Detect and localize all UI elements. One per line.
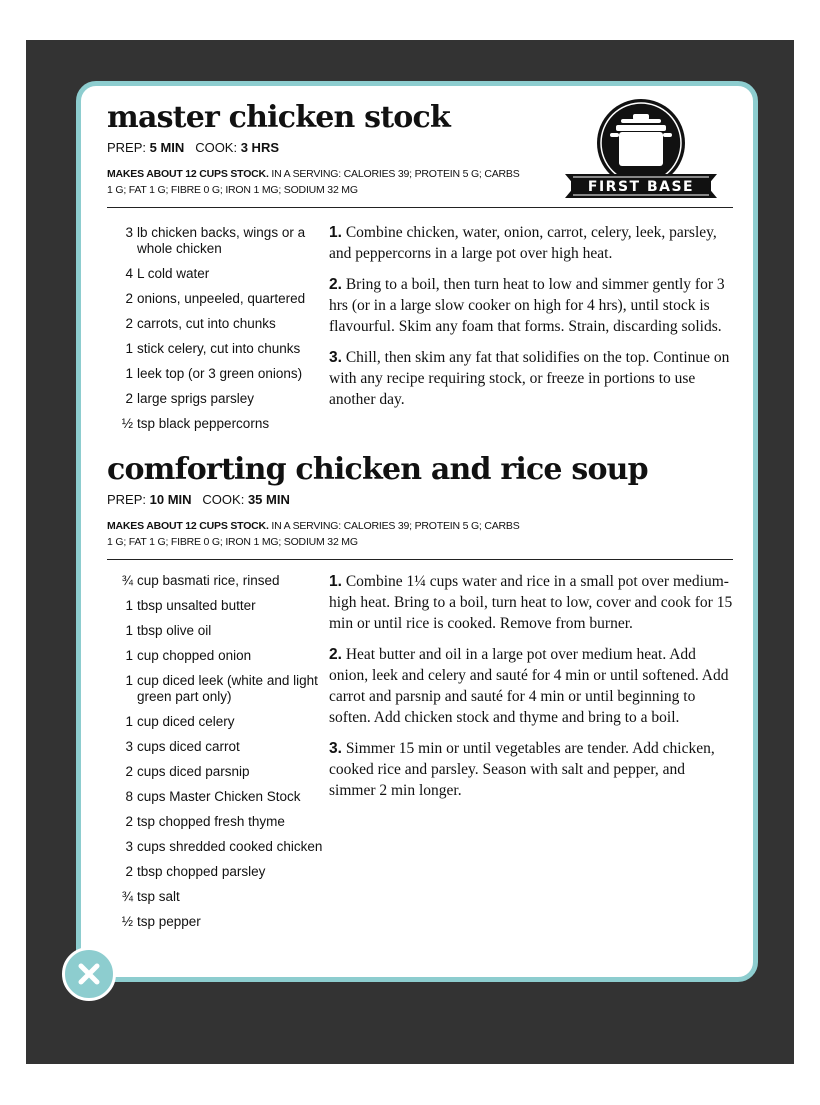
step-number: 3. bbox=[329, 740, 342, 757]
prep-label: PREP: bbox=[107, 492, 147, 507]
recipe-times bbox=[107, 140, 279, 155]
ingredient-qty: 1 bbox=[125, 598, 133, 613]
ingredient-qty: 4 bbox=[125, 266, 133, 281]
ingredient-qty: 3 bbox=[125, 839, 133, 854]
step-number: 1. bbox=[329, 573, 342, 590]
ingredient-text: tsp black peppercorns bbox=[137, 416, 270, 431]
ingredient-qty: ½ bbox=[121, 914, 133, 929]
method-step bbox=[329, 274, 733, 337]
ingredient-list bbox=[113, 225, 323, 441]
step-text: Combine 1¼ cups water and rice in a small pot over medium-high heat. Bring to a boil, turn heat to low, cover and cook for 15 min or until rice is cooked. Remove from burner. bbox=[329, 573, 733, 632]
ingredient-item bbox=[113, 889, 323, 905]
yield-text: MAKES ABOUT 12 CUPS STOCK. bbox=[107, 168, 269, 180]
cook-value: 3 HRS bbox=[240, 140, 280, 155]
recipe-title: comforting chicken and rice soup bbox=[107, 452, 648, 487]
ingredient-item bbox=[113, 225, 323, 257]
method-steps bbox=[329, 222, 733, 420]
recipe-times bbox=[107, 492, 290, 507]
ingredient-qty: 2 bbox=[125, 291, 133, 306]
step-text: Simmer 15 min or until vegetables are tender. Add chicken, cooked rice and parsley. Season with salt and pepper, and simmer 2 min longer. bbox=[329, 740, 715, 799]
ingredient-item bbox=[113, 914, 323, 930]
ingredient-qty: ¾ bbox=[121, 889, 133, 904]
ingredient-item bbox=[113, 864, 323, 880]
ingredient-item bbox=[113, 714, 323, 730]
ingredient-item bbox=[113, 341, 323, 357]
ingredient-qty: 1 bbox=[125, 673, 133, 688]
ingredient-qty: 3 bbox=[125, 225, 133, 240]
cook-label: COOK: bbox=[202, 492, 245, 507]
ingredient-qty: 1 bbox=[125, 341, 133, 356]
ingredient-text: tbsp unsalted butter bbox=[137, 598, 256, 613]
ingredient-text: cups Master Chicken Stock bbox=[137, 789, 301, 804]
ingredient-text: leek top (or 3 green onions) bbox=[137, 366, 303, 381]
ingredient-item bbox=[113, 598, 323, 614]
ingredient-text: cups shredded cooked chicken bbox=[137, 839, 323, 854]
ingredient-text: lb chicken backs, wings or a whole chicken bbox=[137, 225, 306, 256]
ingredient-item bbox=[113, 366, 323, 382]
ingredient-item bbox=[113, 316, 323, 332]
yield-text: MAKES ABOUT 12 CUPS STOCK. bbox=[107, 520, 269, 532]
ingredient-item bbox=[113, 673, 323, 705]
ingredient-qty: 3 bbox=[125, 739, 133, 754]
ingredient-text: tbsp chopped parsley bbox=[137, 864, 266, 879]
ingredient-qty: 2 bbox=[125, 391, 133, 406]
ingredient-qty: 1 bbox=[125, 623, 133, 638]
step-text: Bring to a boil, then turn heat to low and simmer gently for 3 hrs (or in a large slow cooker on high for 4 hrs), until stock is flavourful. Skim any foam that forms. Strain, discarding solids. bbox=[329, 276, 725, 335]
ingredient-qty: 2 bbox=[125, 764, 133, 779]
ingredient-item bbox=[113, 416, 323, 432]
divider bbox=[107, 559, 733, 560]
method-step bbox=[329, 222, 733, 264]
close-icon bbox=[75, 960, 103, 988]
ingredient-text: cups diced parsnip bbox=[137, 764, 250, 779]
ingredient-item bbox=[113, 764, 323, 780]
ingredient-qty: 2 bbox=[125, 814, 133, 829]
cook-label: COOK: bbox=[195, 140, 238, 155]
method-step bbox=[329, 738, 733, 801]
ingredient-text: cup basmati rice, rinsed bbox=[137, 573, 280, 588]
ingredient-text: tsp chopped fresh thyme bbox=[137, 814, 285, 829]
step-number: 3. bbox=[329, 349, 342, 366]
ingredient-qty: ¾ bbox=[121, 573, 133, 588]
nutrition-text: IN A SERVING: CALORIES 39; PROTEIN 5 G; CARBS 1 G; FAT 1 G; FIBRE 0 G; IRON 1 MG; SODIUM 32 MG bbox=[107, 520, 520, 548]
step-text: Heat butter and oil in a large pot over medium heat. Add onion, leek and celery and sauté for 4 min or until softened. Add carrot and parsnip and sauté for 4 min or until beginning to soften. Add chicken stock and thyme and bring to a boil. bbox=[329, 646, 729, 726]
ingredient-item bbox=[113, 623, 323, 639]
ingredient-text: carrots, cut into chunks bbox=[137, 316, 276, 331]
cook-value: 35 MIN bbox=[247, 492, 290, 507]
ingredient-qty: ½ bbox=[121, 416, 133, 431]
ingredient-item bbox=[113, 573, 323, 589]
nutrition-info bbox=[107, 166, 527, 198]
ingredient-item bbox=[113, 839, 323, 855]
ingredient-text: tsp pepper bbox=[137, 914, 201, 929]
ingredient-text: large sprigs parsley bbox=[137, 391, 255, 406]
step-text: Chill, then skim any fat that solidifies on the top. Continue on with any recipe requiring stock, or freeze in portions to use another day. bbox=[329, 349, 730, 408]
stock-pot-icon bbox=[565, 99, 717, 199]
step-number: 2. bbox=[329, 646, 342, 663]
prep-label: PREP: bbox=[107, 140, 147, 155]
ingredient-item bbox=[113, 266, 323, 282]
method-step bbox=[329, 644, 733, 728]
ingredient-item bbox=[113, 739, 323, 755]
ingredient-text: cups diced carrot bbox=[137, 739, 240, 754]
divider bbox=[107, 207, 733, 208]
ingredient-list bbox=[113, 573, 323, 939]
nutrition-text: IN A SERVING: CALORIES 39; PROTEIN 5 G; CARBS 1 G; FAT 1 G; FIBRE 0 G; IRON 1 MG; SODIUM 32 MG bbox=[107, 168, 520, 196]
ingredient-text: tsp salt bbox=[137, 889, 180, 904]
step-number: 1. bbox=[329, 224, 342, 241]
ingredient-item bbox=[113, 814, 323, 830]
ingredient-item bbox=[113, 291, 323, 307]
ingredient-qty: 1 bbox=[125, 366, 133, 381]
ingredient-text: cup diced leek (white and light green part only) bbox=[137, 673, 318, 704]
method-step bbox=[329, 571, 733, 634]
ingredient-text: onions, unpeeled, quartered bbox=[137, 291, 306, 306]
ingredient-item bbox=[113, 391, 323, 407]
recipe-title: master chicken stock bbox=[107, 100, 450, 135]
ingredient-qty: 8 bbox=[125, 789, 133, 804]
badge-label: FIRST BASE bbox=[587, 179, 695, 195]
ingredient-text: stick celery, cut into chunks bbox=[137, 341, 301, 356]
close-button[interactable] bbox=[62, 947, 116, 1001]
ingredient-text: L cold water bbox=[137, 266, 210, 281]
method-step bbox=[329, 347, 733, 410]
first-base-badge bbox=[565, 99, 717, 199]
prep-value: 5 MIN bbox=[149, 140, 185, 155]
ingredient-text: cup diced celery bbox=[137, 714, 235, 729]
ingredient-text: tbsp olive oil bbox=[137, 623, 212, 638]
ingredient-item bbox=[113, 789, 323, 805]
ingredient-qty: 1 bbox=[125, 648, 133, 663]
method-steps bbox=[329, 571, 733, 811]
prep-value: 10 MIN bbox=[149, 492, 192, 507]
ingredient-item bbox=[113, 648, 323, 664]
step-number: 2. bbox=[329, 276, 342, 293]
ingredient-text: cup chopped onion bbox=[137, 648, 252, 663]
nutrition-info bbox=[107, 518, 527, 550]
step-text: Combine chicken, water, onion, carrot, celery, leek, parsley, and peppercorns in a large pot over high heat. bbox=[329, 224, 717, 262]
ingredient-qty: 2 bbox=[125, 316, 133, 331]
ingredient-qty: 2 bbox=[125, 864, 133, 879]
ingredient-qty: 1 bbox=[125, 714, 133, 729]
